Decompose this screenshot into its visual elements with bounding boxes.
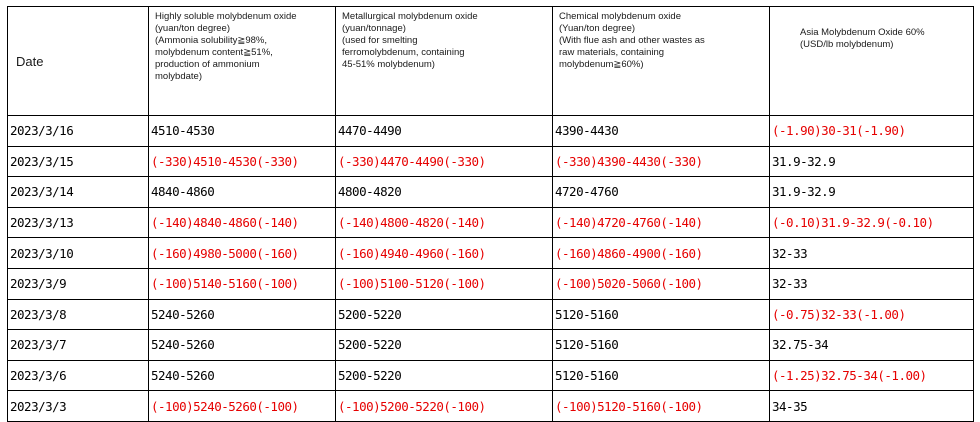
header-row bbox=[8, 7, 974, 116]
cell-highly-soluble: (-100)5140-5160(-100) bbox=[149, 268, 336, 299]
header-line: Chemical molybdenum oxide bbox=[559, 11, 681, 22]
cell-asia: (-0.75)32-33(-1.00) bbox=[770, 299, 974, 330]
cell-highly-soluble: 4840-4860 bbox=[149, 177, 336, 208]
cell-asia: 32-33 bbox=[770, 268, 974, 299]
cell-metallurgical: (-160)4940-4960(-160) bbox=[336, 238, 553, 269]
cell-metallurgical: (-140)4800-4820(-140) bbox=[336, 207, 553, 238]
cell-highly-soluble: (-160)4980-5000(-160) bbox=[149, 238, 336, 269]
cell-metallurgical: 5200-5220 bbox=[336, 330, 553, 361]
cell-metallurgical: 4470-4490 bbox=[336, 116, 553, 147]
cell-chemical: 4390-4430 bbox=[553, 116, 770, 147]
header-line: (Ammonia solubility≧98%, bbox=[155, 35, 267, 46]
cell-highly-soluble: (-330)4510-4530(-330) bbox=[149, 146, 336, 177]
header-date: Date bbox=[8, 7, 149, 116]
cell-highly-soluble: 5240-5260 bbox=[149, 360, 336, 391]
cell-chemical: 5120-5160 bbox=[553, 360, 770, 391]
header-line: ferromolybdenum, containing bbox=[342, 47, 465, 58]
header-line: molybdate) bbox=[155, 71, 202, 82]
table-row bbox=[8, 207, 974, 238]
header-line: Asia Molybdenum Oxide 60% bbox=[800, 27, 925, 38]
cell-chemical: 4720-4760 bbox=[553, 177, 770, 208]
header-line: (With flue ash and other wastes as bbox=[559, 35, 705, 46]
header-line: Highly soluble molybdenum oxide bbox=[155, 11, 297, 22]
cell-chemical: (-100)5120-5160(-100) bbox=[553, 391, 770, 422]
header-line: (yuan/tonnage) bbox=[342, 23, 406, 34]
table-row bbox=[8, 391, 974, 422]
cell-metallurgical: 4800-4820 bbox=[336, 177, 553, 208]
header-line: production of ammonium bbox=[155, 59, 260, 70]
header-line: 45-51% molybdenum) bbox=[342, 59, 435, 70]
header-line: molybdenum content≧51%, bbox=[155, 47, 273, 58]
cell-date: 2023/3/7 bbox=[8, 330, 149, 361]
cell-chemical: (-160)4860-4900(-160) bbox=[553, 238, 770, 269]
molybdenum-price-table bbox=[7, 6, 974, 422]
table-row bbox=[8, 116, 974, 147]
cell-asia: 32.75-34 bbox=[770, 330, 974, 361]
cell-asia: 34-35 bbox=[770, 391, 974, 422]
cell-metallurgical: (-100)5100-5120(-100) bbox=[336, 268, 553, 299]
header-line: (used for smelting bbox=[342, 35, 418, 46]
table-row bbox=[8, 268, 974, 299]
cell-chemical: 5120-5160 bbox=[553, 299, 770, 330]
cell-asia: (-1.25)32.75-34(-1.00) bbox=[770, 360, 974, 391]
cell-metallurgical: 5200-5220 bbox=[336, 360, 553, 391]
cell-date: 2023/3/8 bbox=[8, 299, 149, 330]
cell-chemical: 5120-5160 bbox=[553, 330, 770, 361]
table-row bbox=[8, 360, 974, 391]
table-row bbox=[8, 299, 974, 330]
cell-metallurgical: 5200-5220 bbox=[336, 299, 553, 330]
header-line: (USD/lb molybdenum) bbox=[800, 39, 894, 50]
cell-highly-soluble: (-100)5240-5260(-100) bbox=[149, 391, 336, 422]
cell-date: 2023/3/10 bbox=[8, 238, 149, 269]
table-row bbox=[8, 330, 974, 361]
header-highly-soluble bbox=[149, 7, 336, 116]
cell-asia: (-1.90)30-31(-1.90) bbox=[770, 116, 974, 147]
cell-date: 2023/3/9 bbox=[8, 268, 149, 299]
header-metallurgical bbox=[336, 7, 553, 116]
header-line: Metallurgical molybdenum oxide bbox=[342, 11, 478, 22]
cell-date: 2023/3/14 bbox=[8, 177, 149, 208]
cell-date: 2023/3/6 bbox=[8, 360, 149, 391]
cell-chemical: (-330)4390-4430(-330) bbox=[553, 146, 770, 177]
cell-asia: 32-33 bbox=[770, 238, 974, 269]
cell-highly-soluble: (-140)4840-4860(-140) bbox=[149, 207, 336, 238]
table-row bbox=[8, 238, 974, 269]
cell-asia: (-0.10)31.9-32.9(-0.10) bbox=[770, 207, 974, 238]
header-line: molybdenum≧60%) bbox=[559, 59, 644, 70]
cell-highly-soluble: 5240-5260 bbox=[149, 299, 336, 330]
cell-highly-soluble: 5240-5260 bbox=[149, 330, 336, 361]
cell-asia: 31.9-32.9 bbox=[770, 177, 974, 208]
cell-highly-soluble: 4510-4530 bbox=[149, 116, 336, 147]
table-row bbox=[8, 177, 974, 208]
header-asia bbox=[770, 7, 974, 116]
cell-metallurgical: (-100)5200-5220(-100) bbox=[336, 391, 553, 422]
header-line: (Yuan/ton degree) bbox=[559, 23, 636, 34]
cell-date: 2023/3/16 bbox=[8, 116, 149, 147]
header-line: (yuan/ton degree) bbox=[155, 23, 230, 34]
cell-chemical: (-140)4720-4760(-140) bbox=[553, 207, 770, 238]
cell-asia: 31.9-32.9 bbox=[770, 146, 974, 177]
cell-date: 2023/3/15 bbox=[8, 146, 149, 177]
table-row bbox=[8, 146, 974, 177]
cell-date: 2023/3/3 bbox=[8, 391, 149, 422]
cell-metallurgical: (-330)4470-4490(-330) bbox=[336, 146, 553, 177]
header-line: raw materials, containing bbox=[559, 47, 665, 58]
header-chemical bbox=[553, 7, 770, 116]
cell-chemical: (-100)5020-5060(-100) bbox=[553, 268, 770, 299]
cell-date: 2023/3/13 bbox=[8, 207, 149, 238]
